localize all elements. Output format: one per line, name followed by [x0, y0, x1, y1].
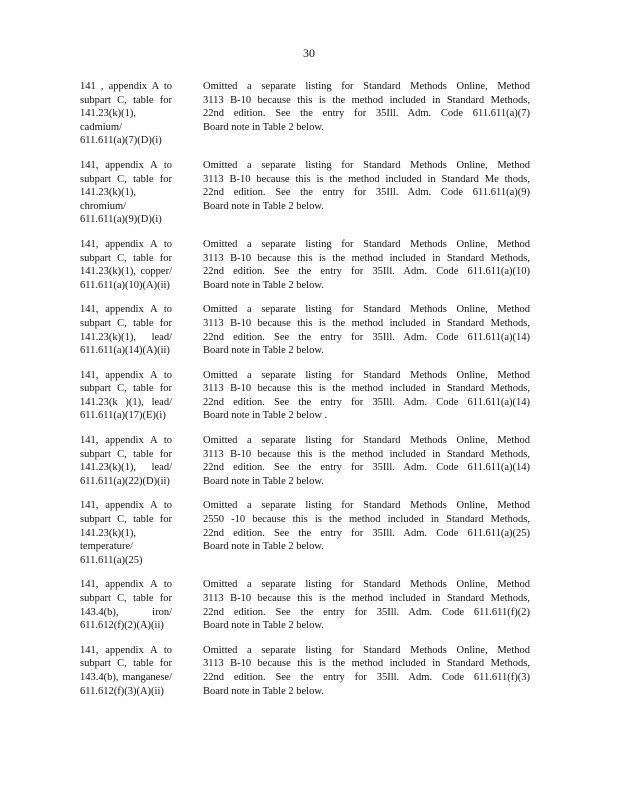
description-line: 22nd edition. See the entry for 35Ill. Adm. Code 611.611(a)(14): [203, 396, 530, 408]
description-line: Board note in Table 2 below.: [203, 200, 324, 212]
citation-line: 141.23(k)(1),: [80, 187, 136, 199]
description-line: 3113 B-10 because this is the method included in Standard Me thods,: [203, 173, 530, 185]
citation-line: 611.611(a)(17)(E)(i): [80, 410, 166, 422]
citation-line: subpart C, table for: [80, 658, 172, 670]
description-line: 3113 B-10 because this is the method included in Standard Methods,: [203, 448, 530, 460]
description-line: Board note in Table 2 below.: [203, 541, 324, 553]
description-line: 3113 B-10 because this is the method included in Standard Methods,: [203, 383, 530, 395]
citation: [80, 369, 172, 423]
description-line: 3113 B-10 because this is the method included in Standard Methods,: [203, 252, 530, 264]
citation: [80, 238, 172, 292]
description-line: Omitted a separate listing for Standard Methods Online, Method: [203, 435, 530, 447]
list-item: [80, 238, 530, 292]
citation-line: subpart C, table for: [80, 448, 172, 460]
citation-line: 141, appendix A to: [80, 579, 172, 591]
citation: [80, 159, 172, 227]
citation-line: 143.4(b), manganese/: [80, 671, 172, 683]
citation-line: 611.611(a)(7)(D)(i): [80, 135, 162, 147]
description-line: 22nd edition. See the entry for 35Ill. Adm. Code 611.611(f)(3): [203, 671, 530, 683]
list-item: [80, 434, 530, 488]
description-line: Board note in Table 2 below .: [203, 410, 328, 422]
citation-line: 611.612(f)(3)(A)(ii): [80, 685, 164, 697]
description-line: 22nd edition. See the entry for 35Ill. Adm. Code 611.611(a)(25): [203, 527, 530, 539]
description-line: Omitted a separate listing for Standard Methods Online, Method: [203, 81, 530, 92]
description-line: Board note in Table 2 below.: [203, 121, 324, 133]
citation-line: 141, appendix A to: [80, 644, 172, 656]
description-line: 2550 -10 because this is the method included in Standard Methods,: [203, 514, 530, 526]
citation: [80, 434, 172, 488]
description-line: 22nd edition. See the entry for 35Ill. Adm. Code 611.611(a)(9): [203, 187, 530, 199]
description: [203, 303, 530, 357]
description-line: Omitted a separate listing for Standard Methods Online, Method: [203, 579, 530, 591]
citation-line: subpart C, table for: [80, 94, 172, 106]
citation: [80, 80, 172, 148]
citation: [80, 578, 172, 632]
description-line: Omitted a separate listing for Standard Methods Online, Method: [203, 238, 530, 250]
citation-line: 141 , appendix A to: [80, 81, 172, 92]
description-line: Board note in Table 2 below.: [203, 620, 324, 632]
description-line: 3113 B-10 because this is the method included in Standard Methods,: [203, 94, 530, 106]
description-line: Omitted a separate listing for Standard Methods Online, Method: [203, 159, 530, 171]
description-line: 22nd edition. See the entry for 35Ill. Adm. Code 611.611(f)(2): [203, 606, 530, 618]
citation-line: subpart C, table for: [80, 317, 172, 329]
citation-line: subpart C, table for: [80, 383, 172, 395]
citation-line: subpart C, table for: [80, 173, 172, 185]
list-item: [80, 578, 530, 632]
citation-line: temperature/: [80, 541, 134, 553]
description-line: Board note in Table 2 below.: [203, 279, 324, 291]
description: [203, 369, 530, 423]
description-line: 22nd edition. See the entry for 35Ill. Adm. Code 611.611(a)(14): [203, 462, 530, 474]
citation-line: 141, appendix A to: [80, 159, 172, 171]
description: [203, 578, 530, 632]
description: [203, 434, 530, 488]
description-line: 22nd edition. See the entry for 35Ill. Adm. Code 611.611(a)(14): [203, 331, 530, 343]
description-line: 22nd edition. See the entry for 35Ill. Adm. Code 611.611(a)(7): [203, 108, 530, 120]
description-line: 3113 B-10 because this is the method included in Standard Methods,: [203, 593, 530, 604]
citation-line: 141, appendix A to: [80, 304, 172, 316]
description-line: Omitted a separate listing for Standard Methods Online, Method: [203, 644, 530, 656]
citation-line: cadmium/: [80, 121, 122, 133]
citation-line: 611.611(a)(9)(D)(i): [80, 214, 162, 226]
list-item: [80, 369, 530, 423]
list-item: [80, 499, 530, 567]
citation-line: subpart C, table for: [80, 514, 172, 526]
page-number: 30: [303, 46, 315, 60]
entries-list: [80, 80, 530, 709]
description-line: Board note in Table 2 below.: [203, 685, 324, 697]
description-line: 3113 B-10 because this is the method included in Standard Methods,: [203, 658, 530, 670]
citation-line: 143.4(b), iron/: [80, 606, 172, 618]
description: [203, 238, 530, 292]
citation: [80, 303, 172, 357]
description: [203, 499, 530, 567]
citation-line: 141.23(k)(1), copper/: [80, 266, 172, 278]
citation-line: 141, appendix A to: [80, 369, 172, 381]
description-line: Omitted a separate listing for Standard Methods Online, Method: [203, 369, 530, 381]
citation-line: 611.611(a)(14)(A)(ii): [80, 345, 170, 357]
citation-line: 141, appendix A to: [80, 435, 172, 447]
citation-line: 141, appendix A to: [80, 238, 172, 250]
citation-line: 141.23(k)(1),: [80, 527, 136, 539]
citation-line: 141.23(k )(1), lead/: [80, 396, 172, 408]
list-item: [80, 644, 530, 698]
description-line: Omitted a separate listing for Standard Methods Online, Method: [203, 500, 530, 512]
list-item: [80, 303, 530, 357]
description: [203, 80, 530, 148]
list-item: [80, 159, 530, 227]
citation-line: 611.612(f)(2)(A)(ii): [80, 620, 164, 632]
citation: [80, 499, 172, 567]
description: [203, 159, 530, 227]
description: [203, 644, 530, 698]
citation-line: subpart C, table for: [80, 252, 172, 264]
citation-line: 141.23(k)(1), lead/: [80, 331, 172, 343]
list-item: [80, 80, 530, 148]
description-line: Omitted a separate listing for Standard Methods Online, Method: [203, 304, 530, 316]
citation-line: 611.611(a)(22)(D)(ii): [80, 475, 170, 487]
citation-line: 141, appendix A to: [80, 500, 172, 512]
description-line: Board note in Table 2 below.: [203, 345, 324, 357]
description-line: Board note in Table 2 below.: [203, 475, 324, 487]
citation-line: 141.23(k)(1),: [80, 108, 136, 120]
citation-line: 611.611(a)(25): [80, 554, 143, 566]
citation-line: 611.611(a)(10)(A)(ii): [80, 279, 170, 291]
citation-line: chromium/: [80, 200, 127, 212]
citation: [80, 644, 172, 698]
citation-line: 141.23(k)(1), lead/: [80, 462, 172, 474]
description-line: 3113 B-10 because this is the method included in Standard Methods,: [203, 317, 530, 329]
description-line: 22nd edition. See the entry for 35Ill. Adm. Code 611.611(a)(10): [203, 266, 530, 278]
citation-line: subpart C, table for: [80, 593, 172, 604]
